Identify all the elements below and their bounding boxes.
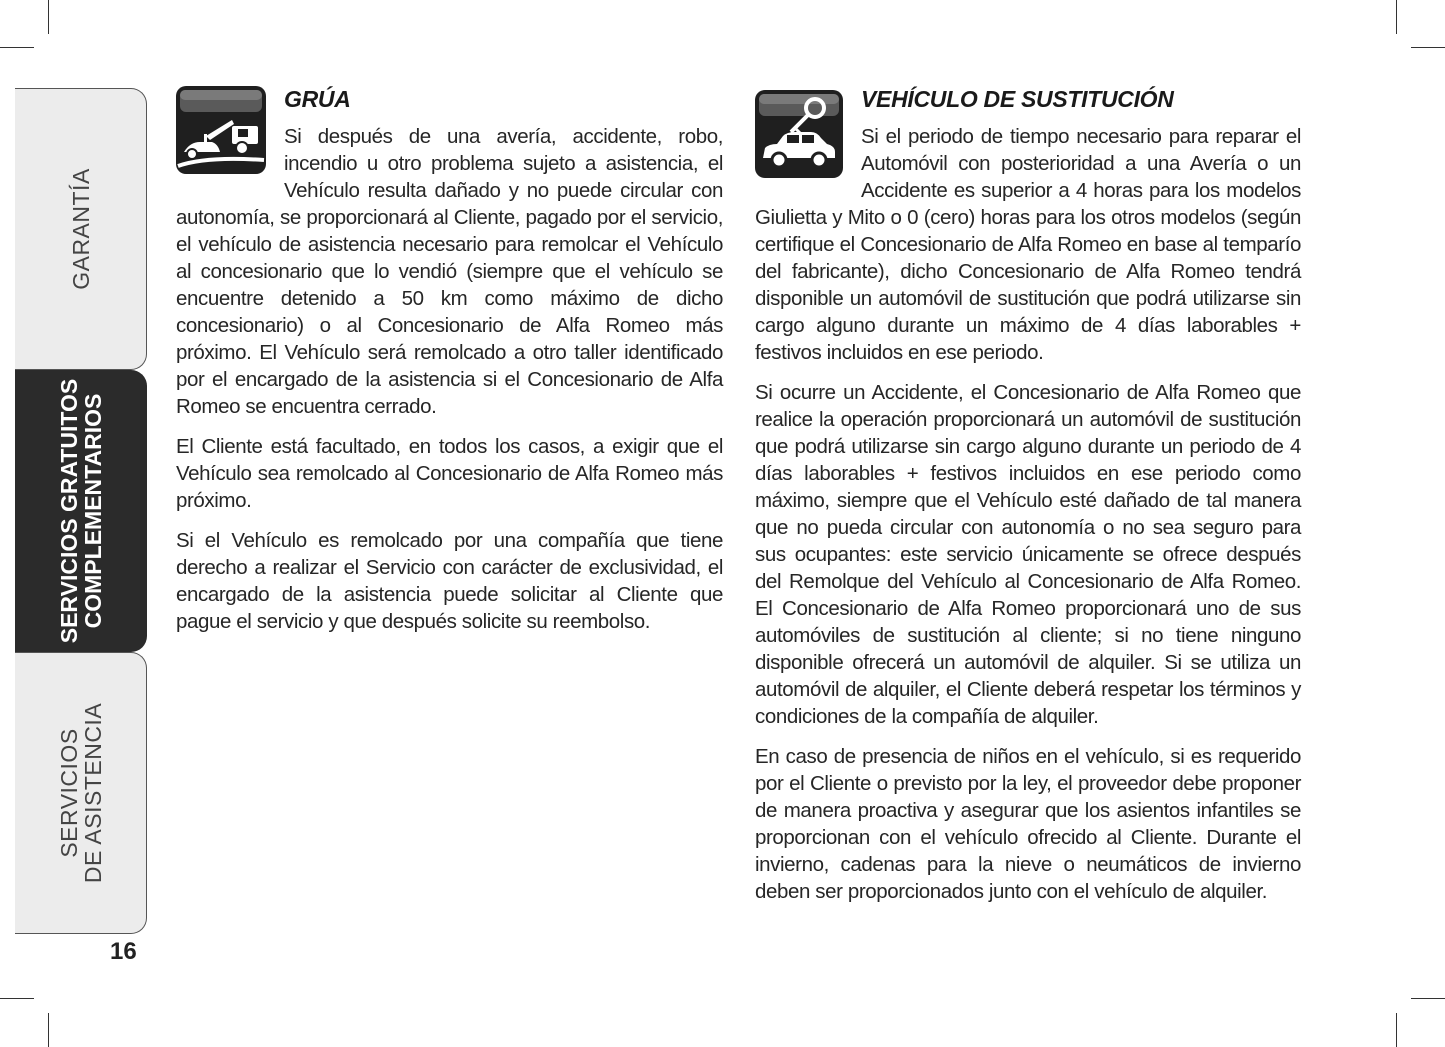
paragraph: Si el Vehículo es remolcado por una compañía que tiene derecho a realizar el Servicio con carácter de exclusividad, el encargado de la asistencia puede solicitar al Cliente que pague el servicio y que después solicite su reembolso. [176, 529, 723, 633]
crop-mark [0, 47, 34, 48]
page-number: 16 [110, 938, 137, 965]
section-sustitucion [755, 80, 1301, 918]
replacement-car-key-icon [755, 90, 843, 178]
side-tab-label: GARANTÍA [67, 168, 94, 290]
crop-mark [48, 0, 49, 34]
paragraph: En caso de presencia de niños en el vehículo, si es requerido por el Cliente o previsto por la ley, el proveedor debe proponer de manera proactiva y asegurar que los asientos infantiles se proporcionan con el vehículo ofrecido al Cliente. Durante el invierno, cadenas para la nieve o neumáticos de invierno deben ser proporcionados junto con el vehículo de alquiler. [755, 745, 1301, 903]
section-grua [176, 80, 723, 648]
crop-mark [48, 1013, 49, 1047]
paragraph: Si el periodo de tiempo necesario para reparar el Automóvil con posterioridad a una Avería o un Accidente es superior a 4 horas para los modelos Giulietta y Mito o 0 (cero) horas para los otros modelos (según certifique el Concesionario de Alfa Romeo en base al temparío del fabricante), dicho Concesionario de Alfa Romeo tendrá disponible un automóvil de sustitución que podrá utilizarse sin cargo alguno durante un máximo de 4 días laborables + festivos incluidos en ese periodo. [755, 125, 1301, 364]
side-tab-label: SERVICIOS GRATUITOS COMPLEMENTARIOS [55, 378, 106, 644]
side-tab-servicios-asistencia[interactable] [15, 652, 147, 934]
crop-mark [0, 998, 34, 999]
side-tab-servicios-gratuitos[interactable] [15, 370, 147, 652]
crop-mark [1411, 47, 1445, 48]
section-title: VEHÍCULO DE SUSTITUCIÓN [861, 86, 1174, 112]
side-tab-garantia[interactable] [15, 88, 147, 370]
paragraph: El Cliente está facultado, en todos los casos, a exigir que el Vehículo sea remolcado al Concesionario de Alfa Romeo más próximo. [176, 435, 723, 512]
crop-mark [1411, 998, 1445, 999]
side-tab-label: SERVICIOS DE ASISTENCIA [55, 702, 106, 884]
crop-mark [1396, 0, 1397, 34]
tow-truck-icon [176, 86, 266, 174]
crop-mark [1396, 1013, 1397, 1047]
paragraph: Si ocurre un Accidente, el Concesionario de Alfa Romeo que realice la operación proporcionará un automóvil de sustitución que podrá utilizarse sin cargo alguno durante un periodo de 4 días laborables + festivos incluidos en ese periodo como máximo, siempre que el Vehículo esté dañado de tal manera que no pueda circular con autonomía o no sea seguro para sus ocupantes: este servicio únicamente se ofrece después del Remolque del Vehículo al Concesionario de Alfa Romeo. El Concesionario de Alfa Romeo proporcionará uno de sus automóviles de sustitución al cliente; si no tiene ninguno disponible ofrecerá un automóvil de alquiler. Si se utiliza un automóvil de alquiler, el Cliente deberá respetar los términos y condiciones de la compañía de alquiler. [755, 381, 1301, 728]
paragraph: Si después de una avería, accidente, robo, incendio u otro problema sujeto a asistencia, el Vehículo resulta dañado y no puede circular con autonomía, se proporcionará al Cliente, pagado por el servicio, el vehículo de asistencia necesario para remolcar el Vehículo al concesionario que lo vendió (siempre que el vehículo se encuentre detenido a 50 km como máximo de dicho concesionario) o al Concesionario de Alfa Romeo más próximo. El Vehículo será remolcado a otro taller identificado por el encargado de la asistencia si el Concesionario de Alfa Romeo se encuentra cerrado. [176, 125, 723, 418]
section-title: GRÚA [284, 86, 351, 112]
